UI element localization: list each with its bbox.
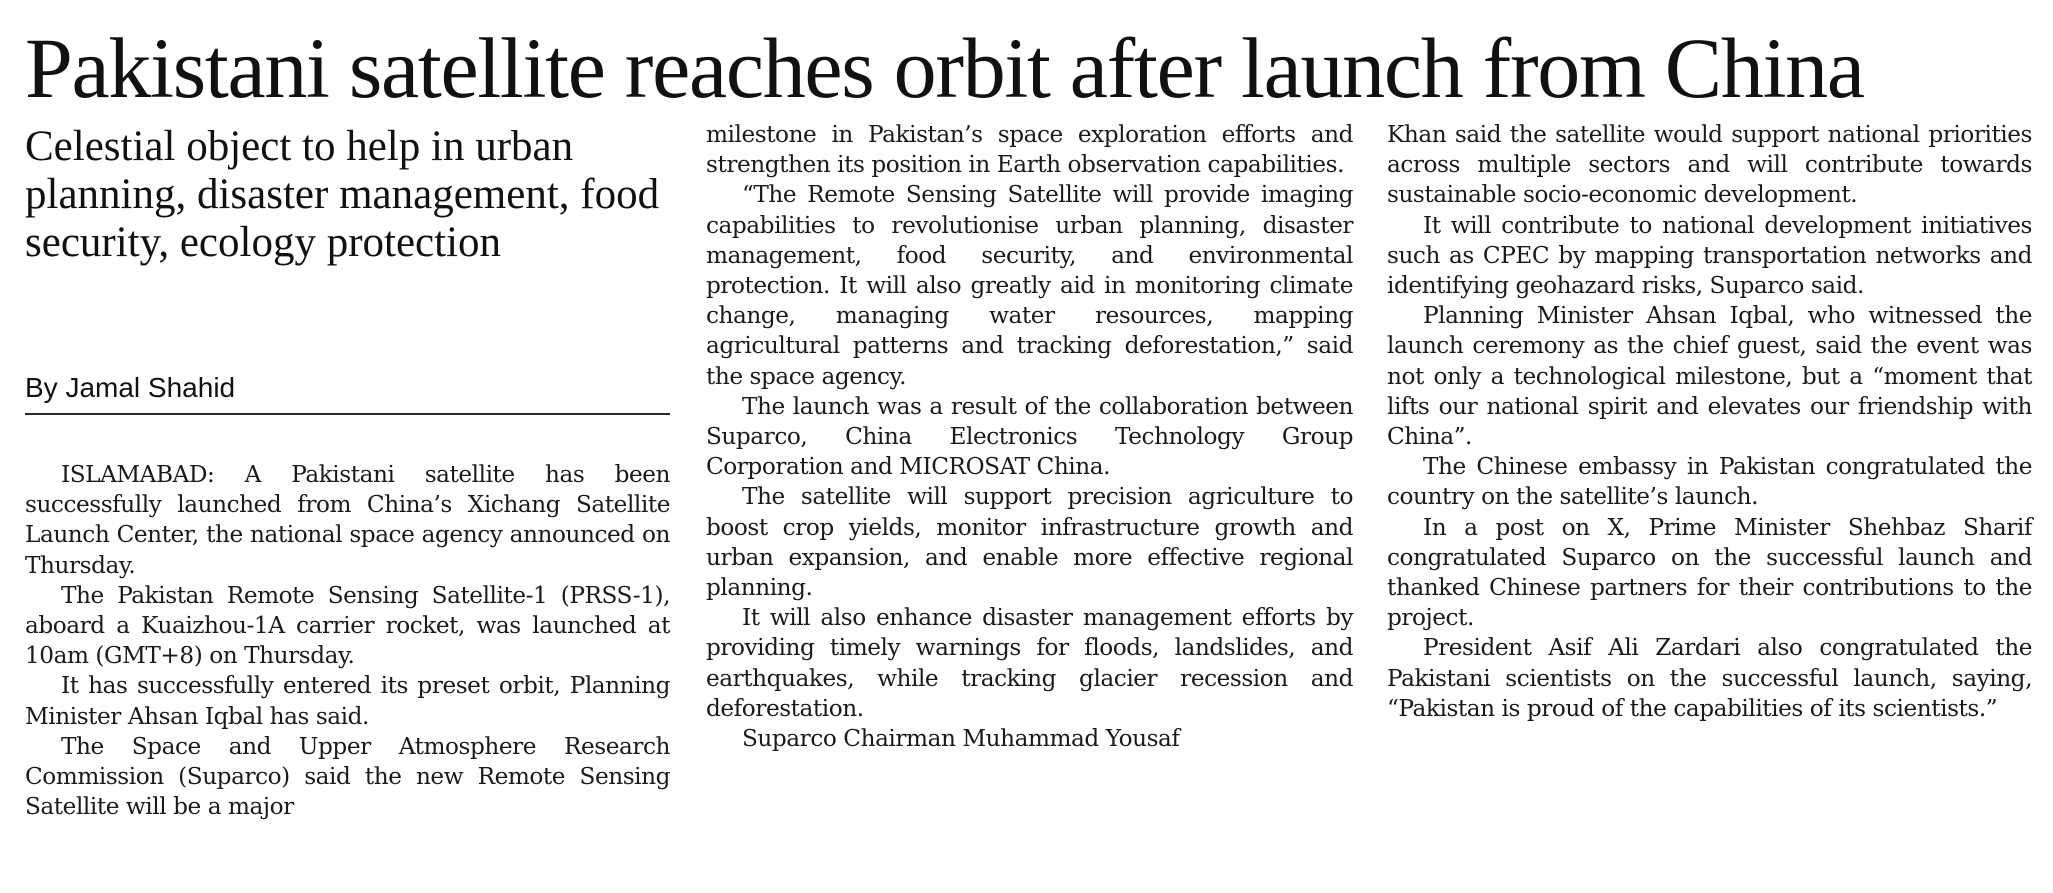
paragraph: Planning Minister Ahsan Iqbal, who witnessed the launch ceremony as the chief guest, said the event was not only a technological milestone, but a “moment that lifts our national spirit and elevates our friendship with China”. [1387,302,2032,451]
paragraph: Suparco Chairman Muhammad Yousaf [742,725,1180,753]
article-column-1 [25,460,670,822]
paragraph: “The Remote Sensing Satellite will provide imaging capabilities to revolutionise urban planning, disaster management, food security, and environmental protection. It will also greatly aid in monitoring climate change, managing water resources, mapping agricultural patterns and tracking deforestation,” said the space agency. [706,181,1353,390]
byline: By Jamal Shahid [25,372,670,415]
paragraph: It will contribute to national development initiatives such as CPEC by mapping transportation networks and identifying geohazard risks, Suparco said. [1387,211,2032,300]
paragraph: The Space and Upper Atmosphere Research Commission (Suparco) said the new Remote Sensing Satellite will be a major [25,732,670,821]
paragraph: ISLAMABAD: A Pakistani satellite has been successfully launched from China’s Xichang Satellite Launch Center, the national space agency announced on Thursday. [25,461,670,579]
paragraph: It will also enhance disaster management efforts by providing timely warnings for floods, landslides, and earthquakes, while tracking glacier recession and deforestation. [706,604,1353,722]
paragraph: In a post on X, Prime Minister Shehbaz Sharif congratulated Suparco on the successful launch and thanked Chinese partners for their contributions to the project. [1387,513,2032,632]
paragraph: The launch was a result of the collaboration between Suparco, China Electronics Technology Group Corporation and MICROSAT China. [706,392,1353,481]
subheadline: Celestial object to help in urban planning, disaster management, food security, ecology protection [25,123,660,266]
paragraph: It has successfully entered its preset orbit, Planning Minister Ahsan Iqbal has said. [25,672,670,730]
paragraph-continued: Khan said the satellite would support national priorities across multiple sectors and will contribute towards sustainable socio-economic development. [1387,121,2032,209]
article-column-3 [1387,120,2032,724]
article-column-2 [706,120,1353,754]
paragraph: The Chinese embassy in Pakistan congratulated the country on the satellite’s launch. [1387,453,2032,511]
paragraph-continued: milestone in Pakistan’s space exploration efforts and strengthen its position in Earth observation capabilities. [706,121,1353,179]
headline: Pakistani satellite reaches orbit after launch from China [25,20,1864,116]
paragraph: President Asif Ali Zardari also congratulated the Pakistani scientists on the successful launch, saying, “Pakistan is proud of the capabilities of its scientists.” [1387,634,2032,722]
paragraph: The Pakistan Remote Sensing Satellite-1 (PRSS-1), aboard a Kuaizhou-1A carrier rocket, was launched at 10am (GMT+8) on Thursday. [25,581,670,670]
paragraph: The satellite will support precision agriculture to boost crop yields, monitor infrastructure growth and urban expansion, and enable more effective regional planning. [706,483,1353,602]
